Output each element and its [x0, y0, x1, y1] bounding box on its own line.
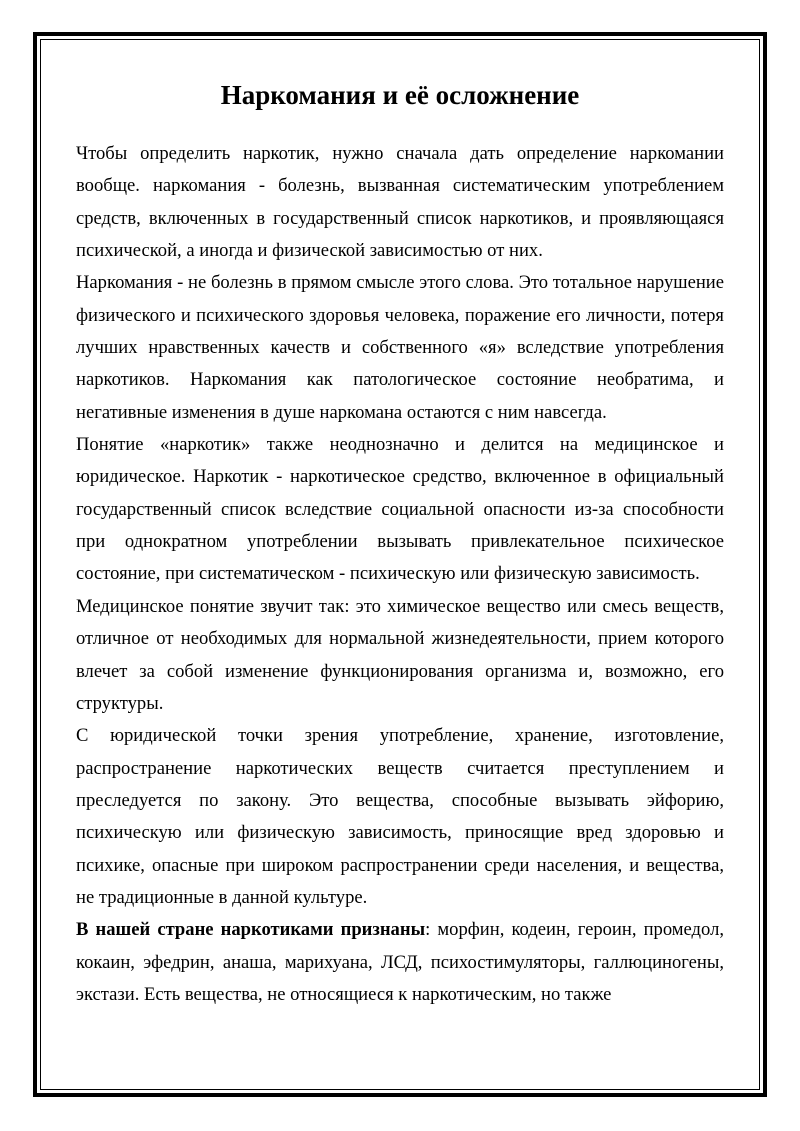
paragraph-2: Наркомания - не болезнь в прямом смысле этого слова. Это тотальное нарушение физического и психического здоровья человека, поражение его личности, потеря лучших нравственных качеств и собственного «я» вследствие употребления наркотиков. Наркомания как патологическое состояние необратима, и негативные изменения в душе наркомана остаются с ним навсегда. — [76, 272, 724, 423]
document-title: Наркомания и её осложнение — [220, 80, 580, 110]
paragraph-6-text: : морфин, кодеин, героин, промедол, кокаин, эфедрин, анаша, марихуана, ЛСД, психостимуляторы, галлюциногены, экстази. Есть вещества, не относящиеся к наркотическим, но также — [76, 919, 724, 1005]
paragraph-list — [76, 138, 724, 1011]
paragraph-4: Медицинское понятие звучит так: это химическое вещество или смесь веществ, отличное от необходимых для нормальной жизнедеятельности, прием которого влечет за собой изменение функционирования организма и, возможно, его структуры. — [76, 595, 724, 714]
paragraph-6-bold-lead: В нашей стране наркотиками признаны — [76, 919, 426, 941]
paragraph-6 — [76, 914, 724, 1011]
paragraph-3: Понятие «наркотик» также неоднозначно и делится на медицинское и юридическое. Наркотик - наркотическое средство, включенное в официальный государственный список вследствие социальной опасности из-за способности при однократном употреблении вызывать привлекательное психическое состояние, при систематическом - психическую или физическую зависимость. — [76, 434, 724, 585]
document-body — [76, 76, 724, 1056]
paragraph-1: Чтобы определить наркотик, нужно сначала дать определение наркомании вообще. наркомания - болезнь, вызванная систематическим употреблением средств, включенных в государственный список наркотиков, и проявляющаяся психической, а иногда и физической зависимостью от них. — [76, 143, 724, 262]
paragraph-5: С юридической точки зрения употребление, хранение, изготовление, распространение наркотических веществ считается преступлением и преследуется по закону. Это вещества, способные вызывать эйфорию, психическую или физическую зависимость, приносящие вред здоровью и психике, опасные при широком распространении среди населения, и вещества, не традиционные в данной культуре. — [76, 725, 724, 908]
